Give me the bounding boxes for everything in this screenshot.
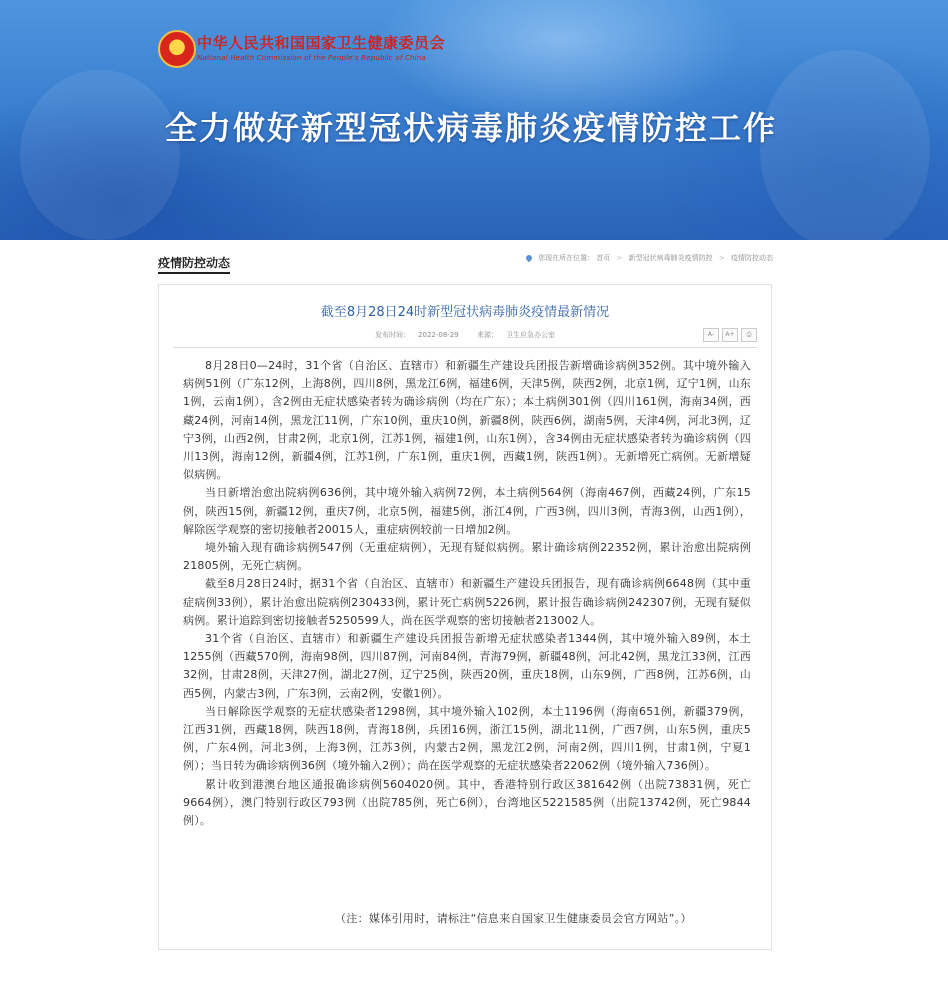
article-body — [183, 357, 751, 830]
breadcrumb-home[interactable]: 首页 — [596, 254, 611, 262]
section-header — [158, 248, 773, 272]
article-paragraph: 8月28日0—24时，31个省（自治区、直辖市）和新疆生产建设兵团报告新增确诊病例352例。其中境外输入病例51例（广东12例，上海8例，四川8例，黑龙江6例，福建6例，天津5例，陕西2例，北京1例，辽宁1例，山东1例，云南1例），含2例由无症状感染者转为确诊病例（均在广东）；本土病例301例（四川161例，海南34例，西藏24例，河南14例，黑龙江11例，广东10例，重庆10例，新疆8例，陕西6例，湖南5例，天津4例，河北3例，辽宁3例，山西2例，甘肃2例，北京1例，江苏1例，福建1例，山东1例），含34例由无症状感染者转为确诊病例（四川13例，海南12例，新疆4例，江苏1例，广东1例，重庆1例，西藏1例，陕西1例）。无新增死亡病例。无新增疑似病例。 — [183, 359, 751, 482]
banner-figure-decoration — [20, 70, 180, 240]
article-card — [158, 284, 772, 950]
breadcrumb-prefix: 您现在所在位置： — [538, 254, 595, 262]
breadcrumb-covid[interactable]: 新型冠状病毒肺炎疫情防控 — [628, 254, 713, 262]
article-meta — [159, 330, 771, 340]
article-tools — [703, 328, 757, 342]
publish-date: 2022-08-29 — [418, 331, 459, 339]
source-label: 来源： — [476, 331, 498, 339]
source-value: 卫生应急办公室 — [505, 331, 555, 339]
banner-figure-decoration — [760, 50, 930, 240]
print-icon[interactable]: ⎙ — [741, 328, 757, 342]
breadcrumb-current[interactable]: 疫情防控动态 — [731, 254, 773, 262]
org-name-cn[interactable]: 中华人民共和国国家卫生健康委员会 — [197, 34, 446, 52]
font-decrease-button[interactable]: A- — [703, 328, 719, 342]
publish-label: 发布时间： — [375, 331, 411, 339]
article-paragraph: 境外输入现有确诊病例547例（无重症病例），无现有疑似病例。累计确诊病例22352例，累计治愈出院病例21805例，无死亡病例。 — [183, 541, 751, 573]
media-citation-note: （注：媒体引用时，请标注“信息来自国家卫生健康委员会官方网站”。） — [335, 912, 692, 925]
article-paragraph: 31个省（自治区、直辖市）和新疆生产建设兵团报告新增无症状感染者1344例，其中境外输入89例，本土1255例（西藏570例，海南98例，四川87例，河南84例，青海79例，新疆48例，河北42例，黑龙江33例，江西32例，甘肃28例，天津27例，湖北27例，辽宁25例，陕西20例，重庆18例，山东9例，广西8例，江苏6例，山西5例，内蒙古3例，广东3例，云南2例，安徽1例）。 — [183, 632, 751, 700]
article-title: 截至8月28日24时新型冠状病毒肺炎疫情最新情况 — [320, 305, 610, 320]
divider — [173, 347, 757, 348]
article-paragraph: 截至8月28日24时，据31个省（自治区、直辖市）和新疆生产建设兵团报告，现有确诊病例6648例（其中重症病例33例），累计治愈出院病例230433例，累计死亡病例5226例，累计报告确诊病例242307例，无现有疑似病例。累计追踪到密切接触者5250599人，尚在医学观察的密切接触者213002人。 — [183, 577, 751, 627]
article-paragraph: 累计收到港澳台地区通报确诊病例5604020例。其中，香港特别行政区381642例（出院73831例，死亡9664例），澳门特别行政区793例（出院785例，死亡6例），台湾地区5221585例（出院13742例，死亡9844例）。 — [183, 777, 751, 828]
breadcrumb-separator: > — [718, 254, 725, 262]
font-increase-button[interactable]: A+ — [722, 328, 738, 342]
breadcrumb — [526, 253, 773, 263]
org-name-en: National Health Commission of the People's Republic of China — [197, 54, 426, 62]
banner-slogan: 全力做好新型冠状病毒肺炎疫情防控工作 — [165, 109, 778, 147]
header-banner — [0, 0, 948, 240]
location-pin-icon — [525, 254, 533, 262]
national-emblem-logo — [158, 30, 196, 68]
article-paragraph: 当日解除医学观察的无症状感染者1298例，其中境外输入102例，本土1196例（海南651例，新疆379例，江西31例，西藏18例，陕西18例，青海18例，兵团16例，浙江15例，湖北11例，广西7例，山东5例，重庆5例，广东4例，河北3例，上海3例，江苏3例，内蒙古2例，黑龙江2例，河南2例，四川1例，甘肃1例，宁夏1例）；当日转为确诊病例36例（境外输入2例）；尚在医学观察的无症状感染者22062例（境外输入736例）。 — [183, 704, 751, 773]
breadcrumb-separator: > — [616, 254, 623, 262]
article-paragraph: 当日新增治愈出院病例636例，其中境外输入病例72例，本土病例564例（海南467例，西藏24例，广东15例，陕西15例，新疆12例，重庆7例，北京5例，福建5例，浙江4例，广西3例，四川3例，青海3例，山西1例），解除医学观察的密切接触者20015人，重症病例较前一日增加2例。 — [183, 486, 751, 536]
section-title[interactable]: 疫情防控动态 — [158, 254, 230, 274]
